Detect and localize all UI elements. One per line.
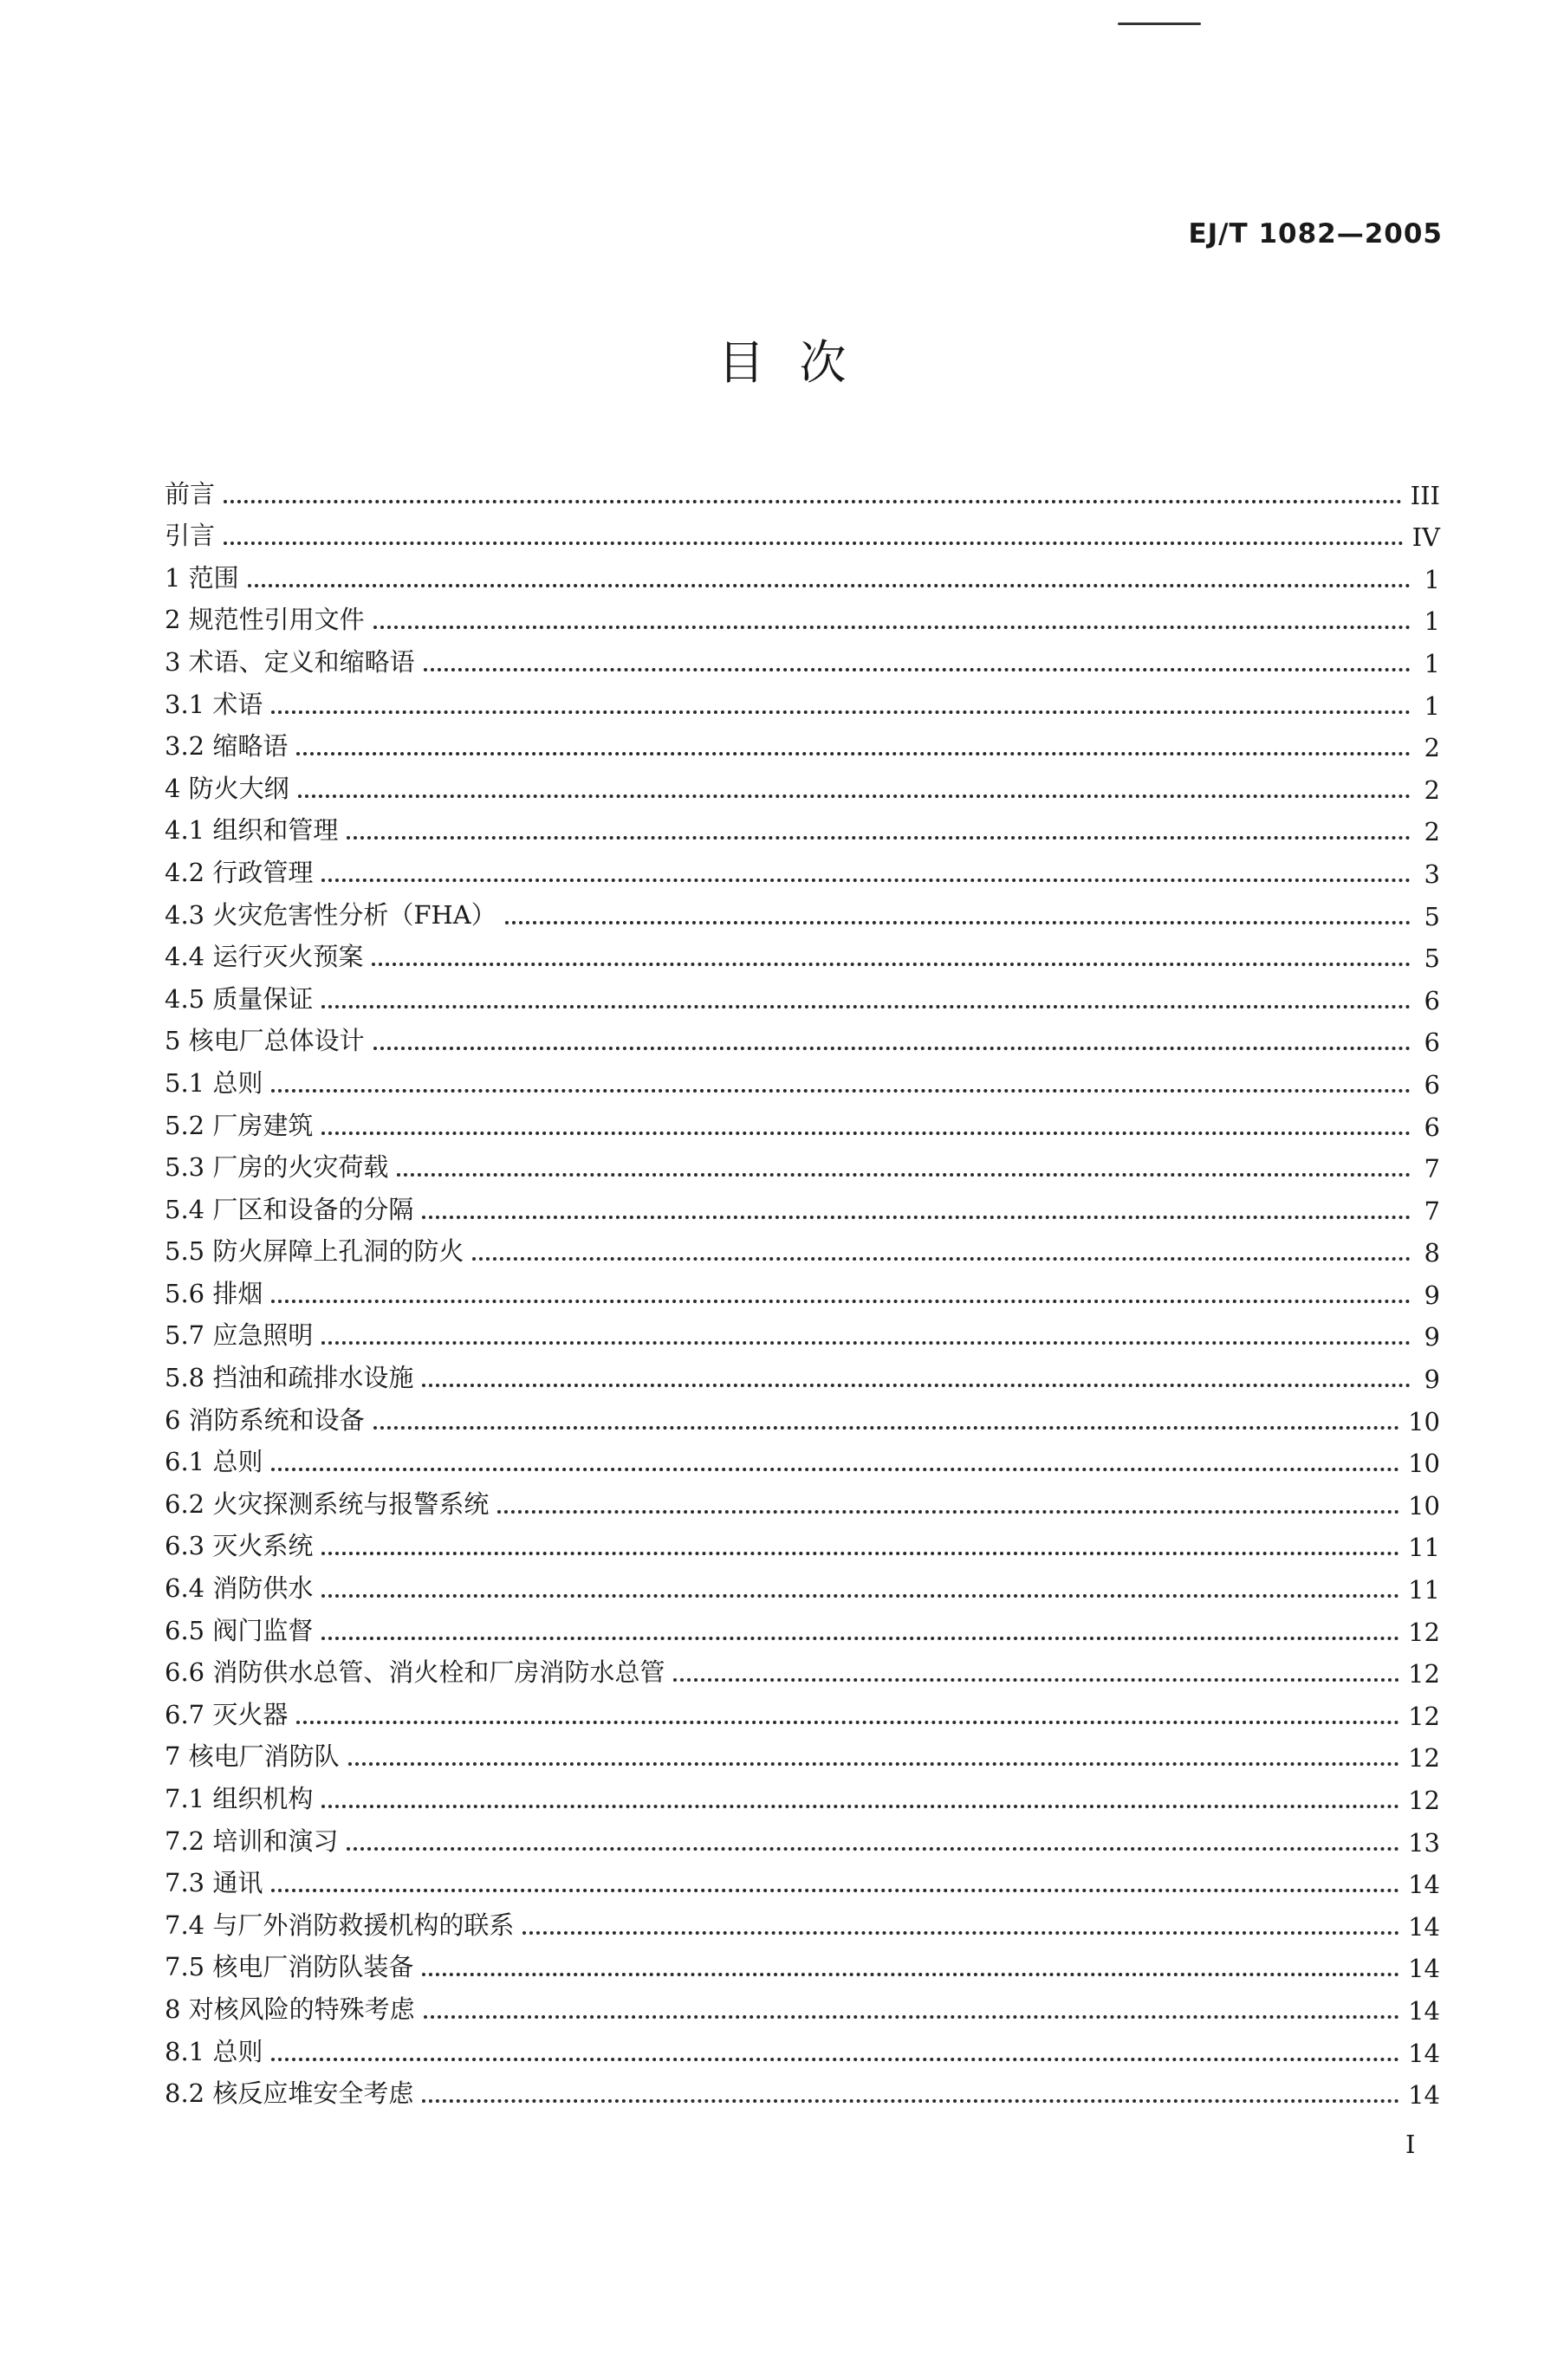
dot-leader xyxy=(271,1468,1399,1471)
toc-entry[interactable] xyxy=(165,762,1440,805)
dot-leader xyxy=(224,541,1404,545)
dot-leader xyxy=(673,1678,1399,1682)
toc-entry-page: 9 xyxy=(1424,1280,1440,1310)
toc-entry[interactable] xyxy=(165,552,1440,594)
dot-leader xyxy=(298,794,1411,798)
toc-entry-label: 5.6 排烟 xyxy=(165,1278,263,1308)
toc-entry-label: 6.2 火灾探测系统与报警系统 xyxy=(165,1488,490,1519)
dot-leader xyxy=(321,879,1411,882)
toc-entry[interactable] xyxy=(165,1310,1440,1352)
toc-entry[interactable] xyxy=(165,1099,1440,1142)
toc-entry-label: 8 对核风险的特殊考虑 xyxy=(165,1994,415,2024)
toc-entry[interactable] xyxy=(165,805,1440,847)
toc-entry-page: 5 xyxy=(1424,901,1440,931)
dot-leader xyxy=(271,1889,1399,1892)
toc-entry-page: 1 xyxy=(1424,691,1440,721)
toc-entry[interactable] xyxy=(165,1184,1440,1226)
toc-entry[interactable] xyxy=(165,594,1440,637)
toc-entry-page: 8 xyxy=(1424,1238,1440,1268)
dot-leader xyxy=(373,1047,1411,1050)
toc-entry-page: 2 xyxy=(1424,817,1440,847)
toc-entry-page: 12 xyxy=(1408,1617,1440,1647)
toc-entry[interactable] xyxy=(165,721,1440,763)
dot-leader xyxy=(321,1594,1399,1598)
dot-leader xyxy=(271,710,1411,714)
toc-entry[interactable] xyxy=(165,1731,1440,1774)
toc-entry-page: 10 xyxy=(1408,1490,1440,1521)
toc-entry-label: 3 术语、定义和缩略语 xyxy=(165,646,415,677)
toc-entry[interactable] xyxy=(165,1478,1440,1521)
dot-leader xyxy=(321,1805,1399,1808)
dot-leader xyxy=(373,1426,1399,1430)
toc-entry[interactable] xyxy=(165,1605,1440,1647)
toc-entry[interactable] xyxy=(165,1142,1440,1184)
toc-entry-label: 前言 xyxy=(165,478,216,509)
toc-entry[interactable] xyxy=(165,636,1440,678)
toc-entry-label: 6.7 灭火器 xyxy=(165,1699,289,1729)
toc-entry-page: 14 xyxy=(1408,1911,1440,1942)
toc-entry-page: 6 xyxy=(1424,1028,1440,1058)
toc-entry-label: 3.1 术语 xyxy=(165,689,263,719)
toc-entry-page: 1 xyxy=(1424,606,1440,637)
toc-entry[interactable] xyxy=(165,1689,1440,1731)
toc-entry-label: 6.5 阀门监督 xyxy=(165,1615,314,1645)
toc-entry-page: 2 xyxy=(1424,733,1440,763)
dot-leader xyxy=(296,1721,1399,1724)
toc-entry[interactable] xyxy=(165,1647,1440,1689)
toc-entry-label: 5.5 防火屏障上孔洞的防火 xyxy=(165,1236,464,1267)
toc-entry[interactable] xyxy=(165,846,1440,889)
toc-entry[interactable] xyxy=(165,678,1440,721)
toc-entry[interactable] xyxy=(165,1521,1440,1563)
dot-leader xyxy=(321,1132,1411,1135)
toc-entry-label: 7.1 组织机构 xyxy=(165,1784,314,1813)
toc-entry-page: 13 xyxy=(1408,1827,1440,1858)
toc-entry-page: 6 xyxy=(1424,985,1440,1015)
toc-entry[interactable] xyxy=(165,931,1440,974)
toc-entry-page: 6 xyxy=(1424,1069,1440,1099)
toc-entry-label: 引言 xyxy=(165,521,216,551)
toc-entry-page: 14 xyxy=(1408,1995,1440,2026)
toc-entry-label: 6.6 消防供水总管、消火栓和厂房消防水总管 xyxy=(165,1657,665,1688)
toc-entry-label: 5.1 总则 xyxy=(165,1067,263,1098)
dot-leader xyxy=(424,2015,1399,2019)
toc-entry-page: 11 xyxy=(1408,1575,1440,1605)
dot-leader xyxy=(321,1637,1399,1640)
toc-entry[interactable] xyxy=(165,468,1440,510)
dot-leader xyxy=(522,1931,1399,1935)
dot-leader xyxy=(347,1847,1399,1851)
toc-entry[interactable] xyxy=(165,1015,1440,1058)
dot-leader xyxy=(372,963,1411,966)
dot-leader xyxy=(348,1762,1399,1766)
toc-entry[interactable] xyxy=(165,1226,1440,1268)
dot-leader xyxy=(373,626,1411,629)
toc-entry[interactable] xyxy=(165,1436,1440,1479)
toc-entry-page: 12 xyxy=(1408,1786,1440,1815)
page-title: 目次 xyxy=(717,335,881,390)
toc-entry-label: 7.5 核电厂消防队装备 xyxy=(165,1952,414,1982)
dot-leader xyxy=(497,1510,1399,1514)
toc-entry-page: 14 xyxy=(1408,2038,1440,2068)
toc-entry-label: 7.3 通讯 xyxy=(165,1868,263,1898)
dot-leader xyxy=(271,2058,1399,2061)
toc-entry[interactable] xyxy=(165,1562,1440,1605)
toc-entry-page: 3 xyxy=(1424,859,1440,889)
toc-entry-page: III xyxy=(1410,480,1440,510)
toc-entry-label: 3.2 缩略语 xyxy=(165,731,289,762)
dot-leader xyxy=(422,1384,1411,1387)
toc-entry-label: 5.8 挡油和疏排水设施 xyxy=(165,1363,414,1393)
toc-entry[interactable] xyxy=(165,1899,1440,1942)
toc-entry-page: 7 xyxy=(1424,1154,1440,1184)
dot-leader xyxy=(472,1257,1411,1261)
toc-entry-label: 2 规范性引用文件 xyxy=(165,605,365,635)
dot-leader xyxy=(397,1173,1411,1177)
toc-entry-page: 14 xyxy=(1408,2080,1440,2111)
dot-leader xyxy=(224,500,1402,503)
toc-entry[interactable] xyxy=(165,1983,1440,2026)
toc-entry-label: 8.1 总则 xyxy=(165,2036,263,2066)
toc-entry-label: 8.2 核反应堆安全考虑 xyxy=(165,2078,414,2109)
toc-entry-label: 4.3 火灾危害性分析（FHA） xyxy=(165,899,496,930)
dot-leader xyxy=(248,584,1411,587)
dot-leader xyxy=(321,1552,1399,1555)
toc-entry-label: 4.5 质量保证 xyxy=(165,983,314,1014)
dot-leader xyxy=(422,1216,1411,1219)
toc-entry-label: 6 消防系统和设备 xyxy=(165,1404,365,1435)
toc-entry[interactable] xyxy=(165,973,1440,1015)
toc-entry-label: 4.1 组织和管理 xyxy=(165,815,339,846)
toc-entry-page: 1 xyxy=(1424,648,1440,678)
toc-entry-page: 10 xyxy=(1408,1406,1440,1436)
toc-entry-label: 6.1 总则 xyxy=(165,1447,263,1477)
toc-entry[interactable] xyxy=(165,1394,1440,1436)
toc-entry-label: 5.4 厂区和设备的分隔 xyxy=(165,1194,414,1224)
dot-leader xyxy=(422,2099,1399,2103)
dot-leader xyxy=(271,1089,1411,1093)
toc-entry-page: 14 xyxy=(1408,1870,1440,1900)
toc-entry-label: 5.7 应急照明 xyxy=(165,1320,314,1351)
toc-entry[interactable] xyxy=(165,1815,1440,1858)
toc-entry-page: 10 xyxy=(1408,1449,1440,1479)
toc-entry[interactable] xyxy=(165,889,1440,931)
toc-entry-page: 1 xyxy=(1424,564,1440,594)
toc-entry[interactable] xyxy=(165,1268,1440,1310)
toc-entry-label: 1 范围 xyxy=(165,562,239,593)
dot-leader xyxy=(422,1973,1399,1976)
standard-code: EJ/T 1082—2005 xyxy=(1188,218,1443,250)
toc-entry[interactable] xyxy=(165,2068,1440,2111)
toc-entry-page: 12 xyxy=(1408,1743,1440,1774)
toc-entry-label: 7.4 与厂外消防救援机构的联系 xyxy=(165,1910,515,1940)
toc-entry[interactable] xyxy=(165,1942,1440,1984)
toc-entry-page: 7 xyxy=(1424,1196,1440,1226)
toc-entry-page: 12 xyxy=(1408,1701,1440,1731)
toc-entry[interactable] xyxy=(165,510,1440,553)
toc-entry-page: 12 xyxy=(1408,1659,1440,1689)
toc-entry-label: 7.2 培训和演习 xyxy=(165,1826,339,1856)
table-of-contents xyxy=(165,468,1440,2110)
toc-entry-page: 2 xyxy=(1424,775,1440,805)
dot-leader xyxy=(321,1341,1411,1345)
toc-entry-label: 4.2 行政管理 xyxy=(165,857,314,887)
toc-entry-label: 4.4 运行灭火预案 xyxy=(165,942,364,972)
toc-entry-page: 11 xyxy=(1408,1533,1440,1563)
toc-entry-page: IV xyxy=(1411,522,1440,553)
toc-entry[interactable] xyxy=(165,2026,1440,2068)
page-number: I xyxy=(1405,2130,1416,2159)
dot-leader xyxy=(424,668,1411,671)
dot-leader xyxy=(296,752,1411,756)
toc-entry-label: 5 核电厂总体设计 xyxy=(165,1026,365,1056)
toc-entry-page: 6 xyxy=(1424,1112,1440,1142)
toc-entry[interactable] xyxy=(165,1858,1440,1900)
toc-entry-label: 5.2 厂房建筑 xyxy=(165,1110,314,1140)
toc-entry[interactable] xyxy=(165,1057,1440,1099)
toc-entry[interactable] xyxy=(165,1773,1440,1815)
toc-entry-label: 6.3 灭火系统 xyxy=(165,1531,314,1561)
toc-entry-label: 7 核电厂消防队 xyxy=(165,1741,340,1772)
toc-entry-label: 4 防火大纲 xyxy=(165,773,289,803)
toc-entry-page: 9 xyxy=(1424,1365,1440,1395)
toc-entry-page: 14 xyxy=(1408,1954,1440,1984)
dot-leader xyxy=(505,921,1411,924)
toc-entry-label: 5.3 厂房的火灾荷载 xyxy=(165,1152,389,1183)
dot-leader xyxy=(321,1005,1411,1008)
scan-mark xyxy=(1118,23,1201,25)
toc-entry[interactable] xyxy=(165,1352,1440,1394)
toc-entry-page: 5 xyxy=(1424,944,1440,974)
dot-leader xyxy=(271,1300,1411,1303)
toc-entry-page: 9 xyxy=(1424,1322,1440,1352)
dot-leader xyxy=(347,836,1411,840)
toc-entry-label: 6.4 消防供水 xyxy=(165,1573,314,1604)
